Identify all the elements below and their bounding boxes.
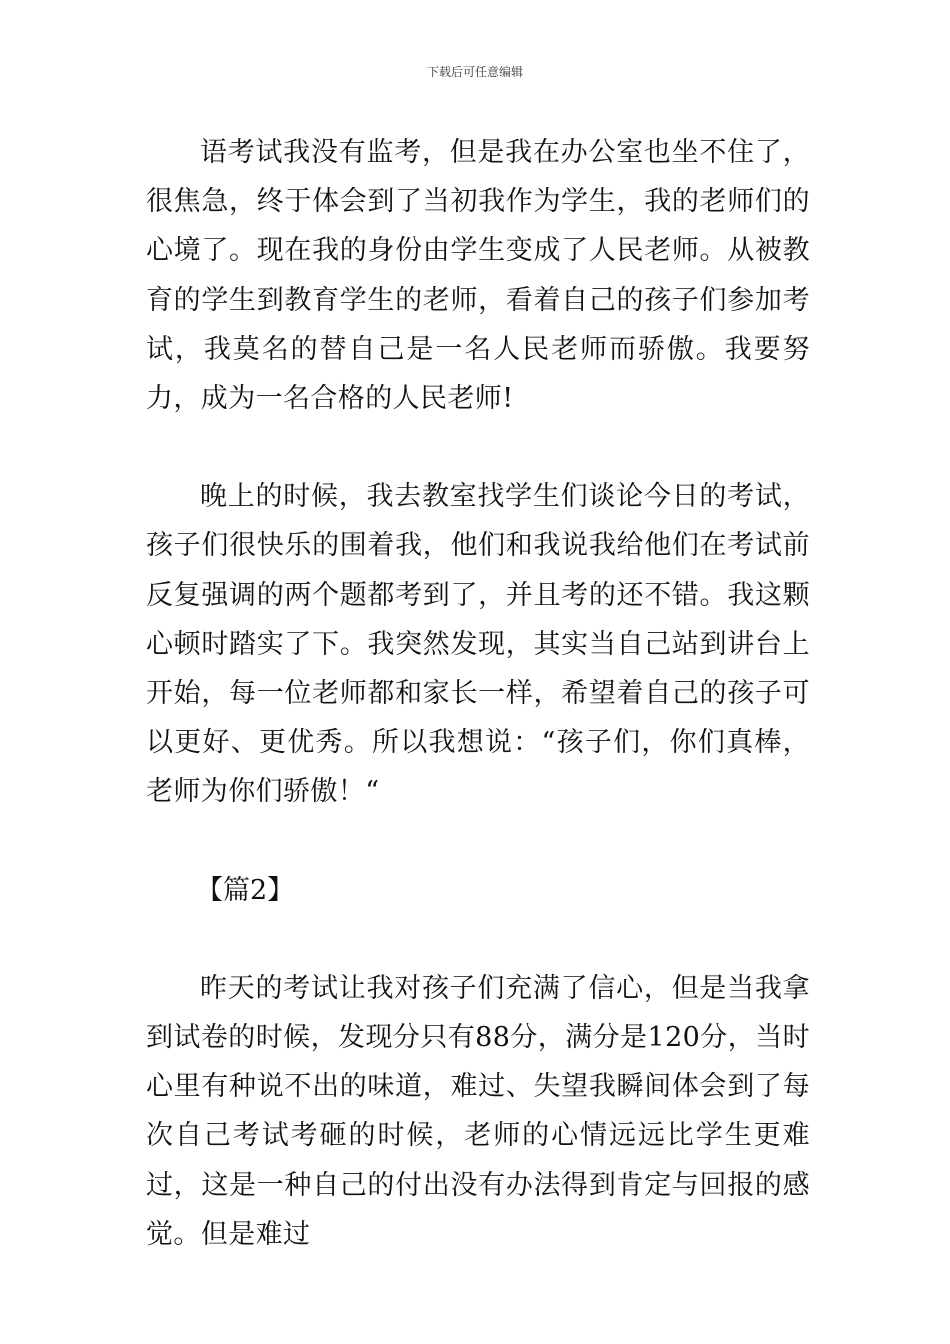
paragraph-exam-result: 昨天的考试让我对孩子们充满了信心，但是当我拿到试卷的时候，发现分只有88分，满分是120分，当时心里有种说不出的味道，难过、失望我瞬间体会到了每次自己考试考砸的时候，老师的心情远远比学生更难过，这是一种自己的付出没有办法得到肯定与回报的感觉。但是难过 bbox=[146, 972, 810, 1250]
paragraph-exam-reflection: 语考试我没有监考，但是我在办公室也坐不住了，很焦急，终于体会到了当初我作为学生，我的老师们的心境了。现在我的身份由学生变成了人民老师。从被教育的学生到教育学生的老师，看着自己的孩子们参加考试，我莫名的替自己是一名人民老师而骄傲。我要努力，成为一名合格的人民老师! bbox=[146, 137, 810, 415]
section-heading: 【篇2】 bbox=[196, 874, 295, 906]
paragraph-spacer bbox=[146, 817, 810, 866]
document-body bbox=[146, 128, 810, 1259]
paragraph-evening-talk: 晚上的时候，我去教室找学生们谈论今日的考试，孩子们很快乐的围着我，他们和我说我给他们在考试前反复强调的两个题都考到了，并且考的还不错。我这颗心顿时踏实了下。我突然发现，其实当自己站到讲台上开始，每一位老师都和家长一样，希望着自己的孩子可以更好、更优秀。所以我想说：“孩子们，你们真棒，老师为你们骄傲！“ bbox=[146, 481, 810, 808]
paragraph-spacer bbox=[146, 423, 810, 472]
paragraph-spacer bbox=[146, 915, 810, 964]
page-header: 下载后可任意编辑 bbox=[426, 65, 523, 79]
